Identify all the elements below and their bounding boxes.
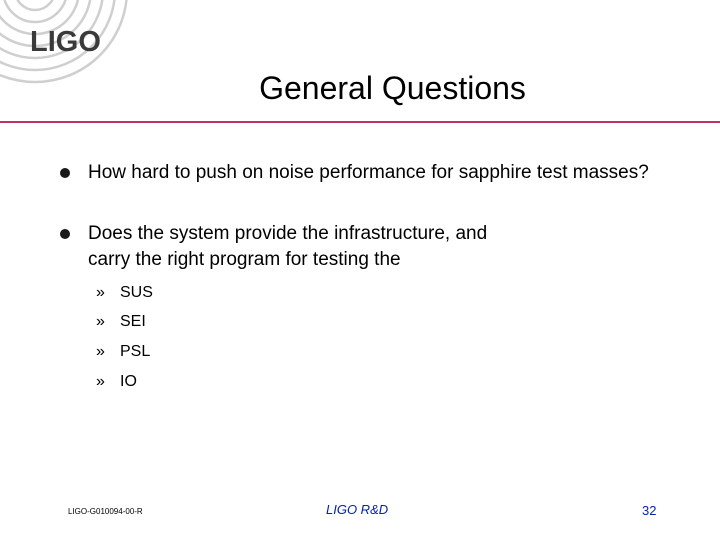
slide-title: General Questions bbox=[259, 70, 526, 106]
sub-bullet-text: IO bbox=[120, 373, 137, 390]
bullet-text: Does the system provide the infrastructure, and carry the right program for testing the bbox=[88, 223, 488, 270]
sub-bullet-marker: » bbox=[96, 373, 105, 390]
title-divider bbox=[0, 121, 720, 123]
sub-bullet-marker: » bbox=[96, 313, 105, 330]
bullet-text: How hard to push on noise performance for sapphire test masses? bbox=[88, 162, 649, 183]
sub-bullet-marker: » bbox=[96, 343, 105, 360]
footer-document-id: LIGO-G010094-00-R bbox=[68, 507, 143, 516]
bullet-dot-icon bbox=[60, 168, 70, 178]
page-number: 32 bbox=[642, 503, 657, 518]
sub-bullet-text: SEI bbox=[120, 313, 146, 330]
sub-bullet-text: PSL bbox=[120, 343, 151, 360]
sub-bullet-marker: » bbox=[96, 284, 105, 301]
sub-bullet-text: SUS bbox=[120, 284, 153, 301]
footer-center-label: LIGO R&D bbox=[326, 502, 389, 517]
bullet-dot-icon bbox=[60, 229, 70, 239]
ligo-logo-text: LIGO bbox=[30, 26, 101, 58]
